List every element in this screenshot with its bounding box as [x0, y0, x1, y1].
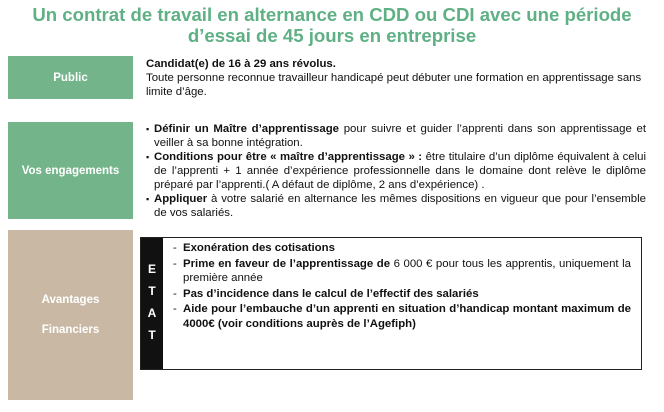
etat-letter: T	[148, 328, 156, 342]
avantage-item-4	[173, 302, 631, 331]
public-label-bar	[8, 56, 133, 99]
etat-letter: A	[147, 306, 157, 320]
dash-bullet: -	[173, 242, 177, 254]
engagement-item-3	[146, 192, 646, 220]
dash-bullet: -	[173, 303, 177, 315]
dash-bullet: -	[173, 287, 177, 300]
avantage-item-2	[173, 257, 631, 286]
avantage-item-4-bold: Aide pour l’embauche d’un apprenti en situation d’handicap montant maximum de 4000€ (voir conditions auprès de l’Agefiph)	[183, 303, 631, 330]
engagement-item-2	[146, 150, 646, 192]
etat-vertical-label	[141, 238, 163, 369]
avantage-item-3-bold: Pas d’incidence dans le calcul de l’effectif des salariés	[183, 287, 479, 300]
square-bullet-icon: ▪	[146, 194, 150, 204]
avantages-label-bar	[8, 230, 133, 400]
etat-letter: T	[148, 284, 156, 298]
avantage-item-2-text: 6 000 € pour tous les apprentis, uniquement la première année	[183, 257, 631, 284]
engagement-item-1	[146, 122, 646, 150]
engagement-item-3-text: à votre salarié en alternance les mêmes dispositions en vigueur que pour l’ensemble de vos salariés.	[154, 193, 646, 219]
avantage-item-2-bold: Prime en faveur de l’apprentissage de	[183, 257, 391, 270]
avantages-label-line-1: Avantages	[41, 294, 100, 306]
square-bullet-icon: ▪	[146, 152, 150, 162]
engagements-content	[146, 122, 646, 220]
engagement-item-2-text: être titulaire d’un diplôme équivalent à celui de l’apprenti + 1 année d’expérience professionnelle dans le domaine dont relève le diplôme préparé par l’apprenti.( A défaut de diplôme, 2 ans d’expérience) .	[154, 151, 646, 191]
square-bullet-icon: ▪	[146, 124, 150, 134]
avantage-item-3	[173, 287, 631, 302]
engagements-label: Vos engagements	[21, 164, 120, 177]
avantages-label-line-2: Financiers	[41, 324, 100, 336]
title-line-1: Un contrat de travail en alternance en CDD ou CDI avec une période	[32, 4, 632, 25]
avantage-item-1-bold: Exonération des cotisations	[183, 242, 335, 254]
engagements-label-bar	[8, 122, 133, 219]
engagement-item-2-bold: Conditions pour être « maître d’apprentissage » :	[154, 151, 423, 163]
etat-box	[140, 237, 642, 370]
etat-letter: E	[147, 262, 156, 276]
avantage-item-1	[173, 241, 631, 256]
engagement-item-1-bold: Définir un Maître d’apprentissage	[154, 123, 339, 135]
public-age-text: Candidat(e) de 16 à 29 ans révolus.	[146, 58, 336, 70]
dash-bullet: -	[173, 257, 177, 270]
engagement-item-3-bold: Appliquer	[154, 193, 208, 205]
public-label: Public	[53, 71, 88, 84]
page-title	[0, 4, 664, 46]
public-handicap-text: Toute personne reconnue travailleur handicapé peut débuter une formation en apprentissage sans limite d’âge.	[146, 72, 642, 98]
title-line-2: d’essai de 45 jours en entreprise	[187, 25, 477, 46]
public-content	[146, 57, 646, 99]
etat-content	[173, 241, 631, 332]
engagement-item-1-text: pour suivre et guider l’apprenti dans son apprentissage et veiller à sa bonne intégration.	[154, 123, 646, 149]
